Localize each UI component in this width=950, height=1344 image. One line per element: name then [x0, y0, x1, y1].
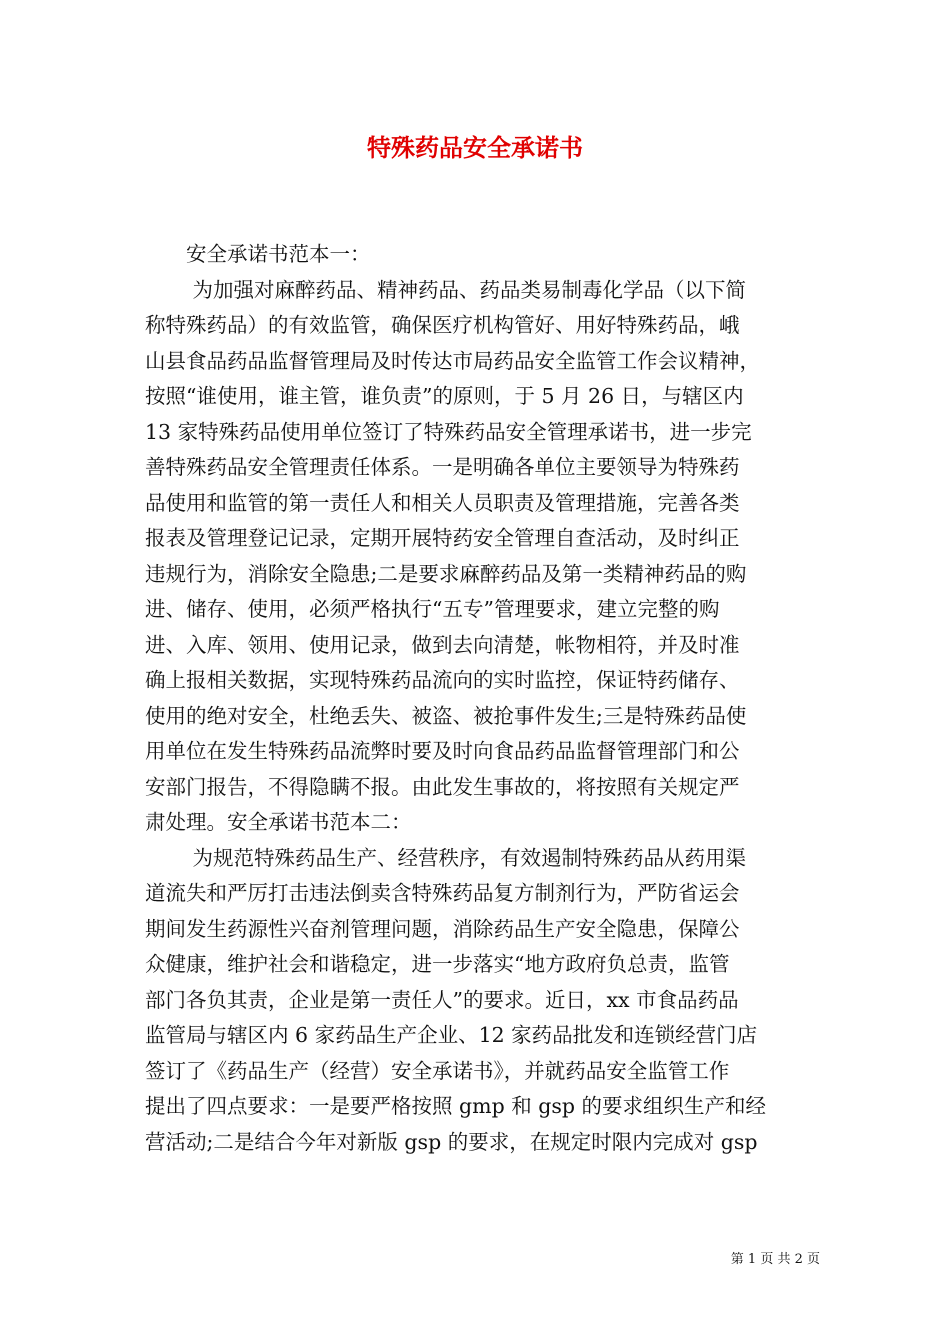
body-line: 善特殊药品安全管理责任体系。一是明确各单位主要领导为特殊药	[145, 455, 740, 479]
body-line: 期间发生药源性兴奋剂管理问题，消除药品生产安全隐患，保障公	[145, 916, 740, 941]
body-line: 为加强对麻醉药品、精神药品、药品类易制毒化学品（以下简	[145, 277, 747, 302]
body-line: 使用的绝对安全，杜绝丢失、被盗、被抢事件发生;三是特殊药品使	[145, 703, 747, 728]
document-body	[145, 237, 815, 1160]
body-line: 众健康，维护社会和谐稳定，进一步落实“地方政府负总责，监管	[145, 952, 730, 976]
body-line: 部门各负其责，企业是第一责任人”的要求。近日，xx 市食品药品	[145, 987, 739, 1012]
body-line: 称特殊药品）的有效监管，确保医疗机构管好、用好特殊药品，峨	[145, 313, 740, 337]
body-line: 进、储存、使用，必须严格执行“五专”管理要求，建立完整的购	[145, 597, 720, 621]
page-number: 第 1 页 共 2 页	[730, 1252, 820, 1267]
body-line: 提出了四点要求：一是要严格按照 gmp 和 gsp 的要求组织生产和经	[145, 1094, 767, 1118]
body-line: 按照“谁使用，谁主管，谁负责”的原则，于 5 月 26 日，与辖区内	[145, 384, 744, 408]
body-line: 营活动;二是结合今年对新版 gsp 的要求，在规定时限内完成对 gsp	[145, 1129, 758, 1154]
body-line: 违规行为，消除安全隐患;二是要求麻醉药品及第一类精神药品的购	[145, 561, 747, 586]
body-line: 肃处理。安全承诺书范本二：	[145, 810, 412, 834]
body-line: 报表及管理登记记录，定期开展特药安全管理自查活动，及时纠正	[145, 526, 740, 550]
body-line: 道流失和严厉打击违法倒卖含特殊药品复方制剂行为，严防省运会	[145, 881, 740, 905]
body-line: 安全承诺书范本一：	[145, 242, 371, 266]
body-line: 进、入库、领用、使用记录，做到去向清楚，帐物相符，并及时准	[145, 632, 740, 657]
body-line: 签订了《药品生产（经营）安全承诺书》，并就药品安全监管工作	[145, 1058, 730, 1083]
body-line: 安部门报告，不得隐瞒不报。由此发生事故的，将按照有关规定严	[145, 774, 740, 799]
body-line: 品使用和监管的第一责任人和相关人员职责及管理措施，完善各类	[145, 490, 740, 515]
body-line: 为规范特殊药品生产、经营秩序，有效遏制特殊药品从药用渠	[145, 845, 747, 870]
body-line: 确上报相关数据，实现特殊药品流向的实时监控，保证特药储存、	[145, 668, 740, 692]
body-line: 用单位在发生特殊药品流弊时要及时向食品药品监督管理部门和公	[145, 739, 740, 763]
body-line: 监管局与辖区内 6 家药品生产企业、12 家药品批发和连锁经营门店	[145, 1023, 758, 1047]
body-line: 山县食品药品监督管理局及时传达市局药品安全监管工作会议精神，	[145, 348, 760, 373]
body-line: 13 家特殊药品使用单位签订了特殊药品安全管理承诺书，进一步完	[145, 419, 752, 444]
document-title: 特殊药品安全承诺书	[367, 133, 583, 162]
